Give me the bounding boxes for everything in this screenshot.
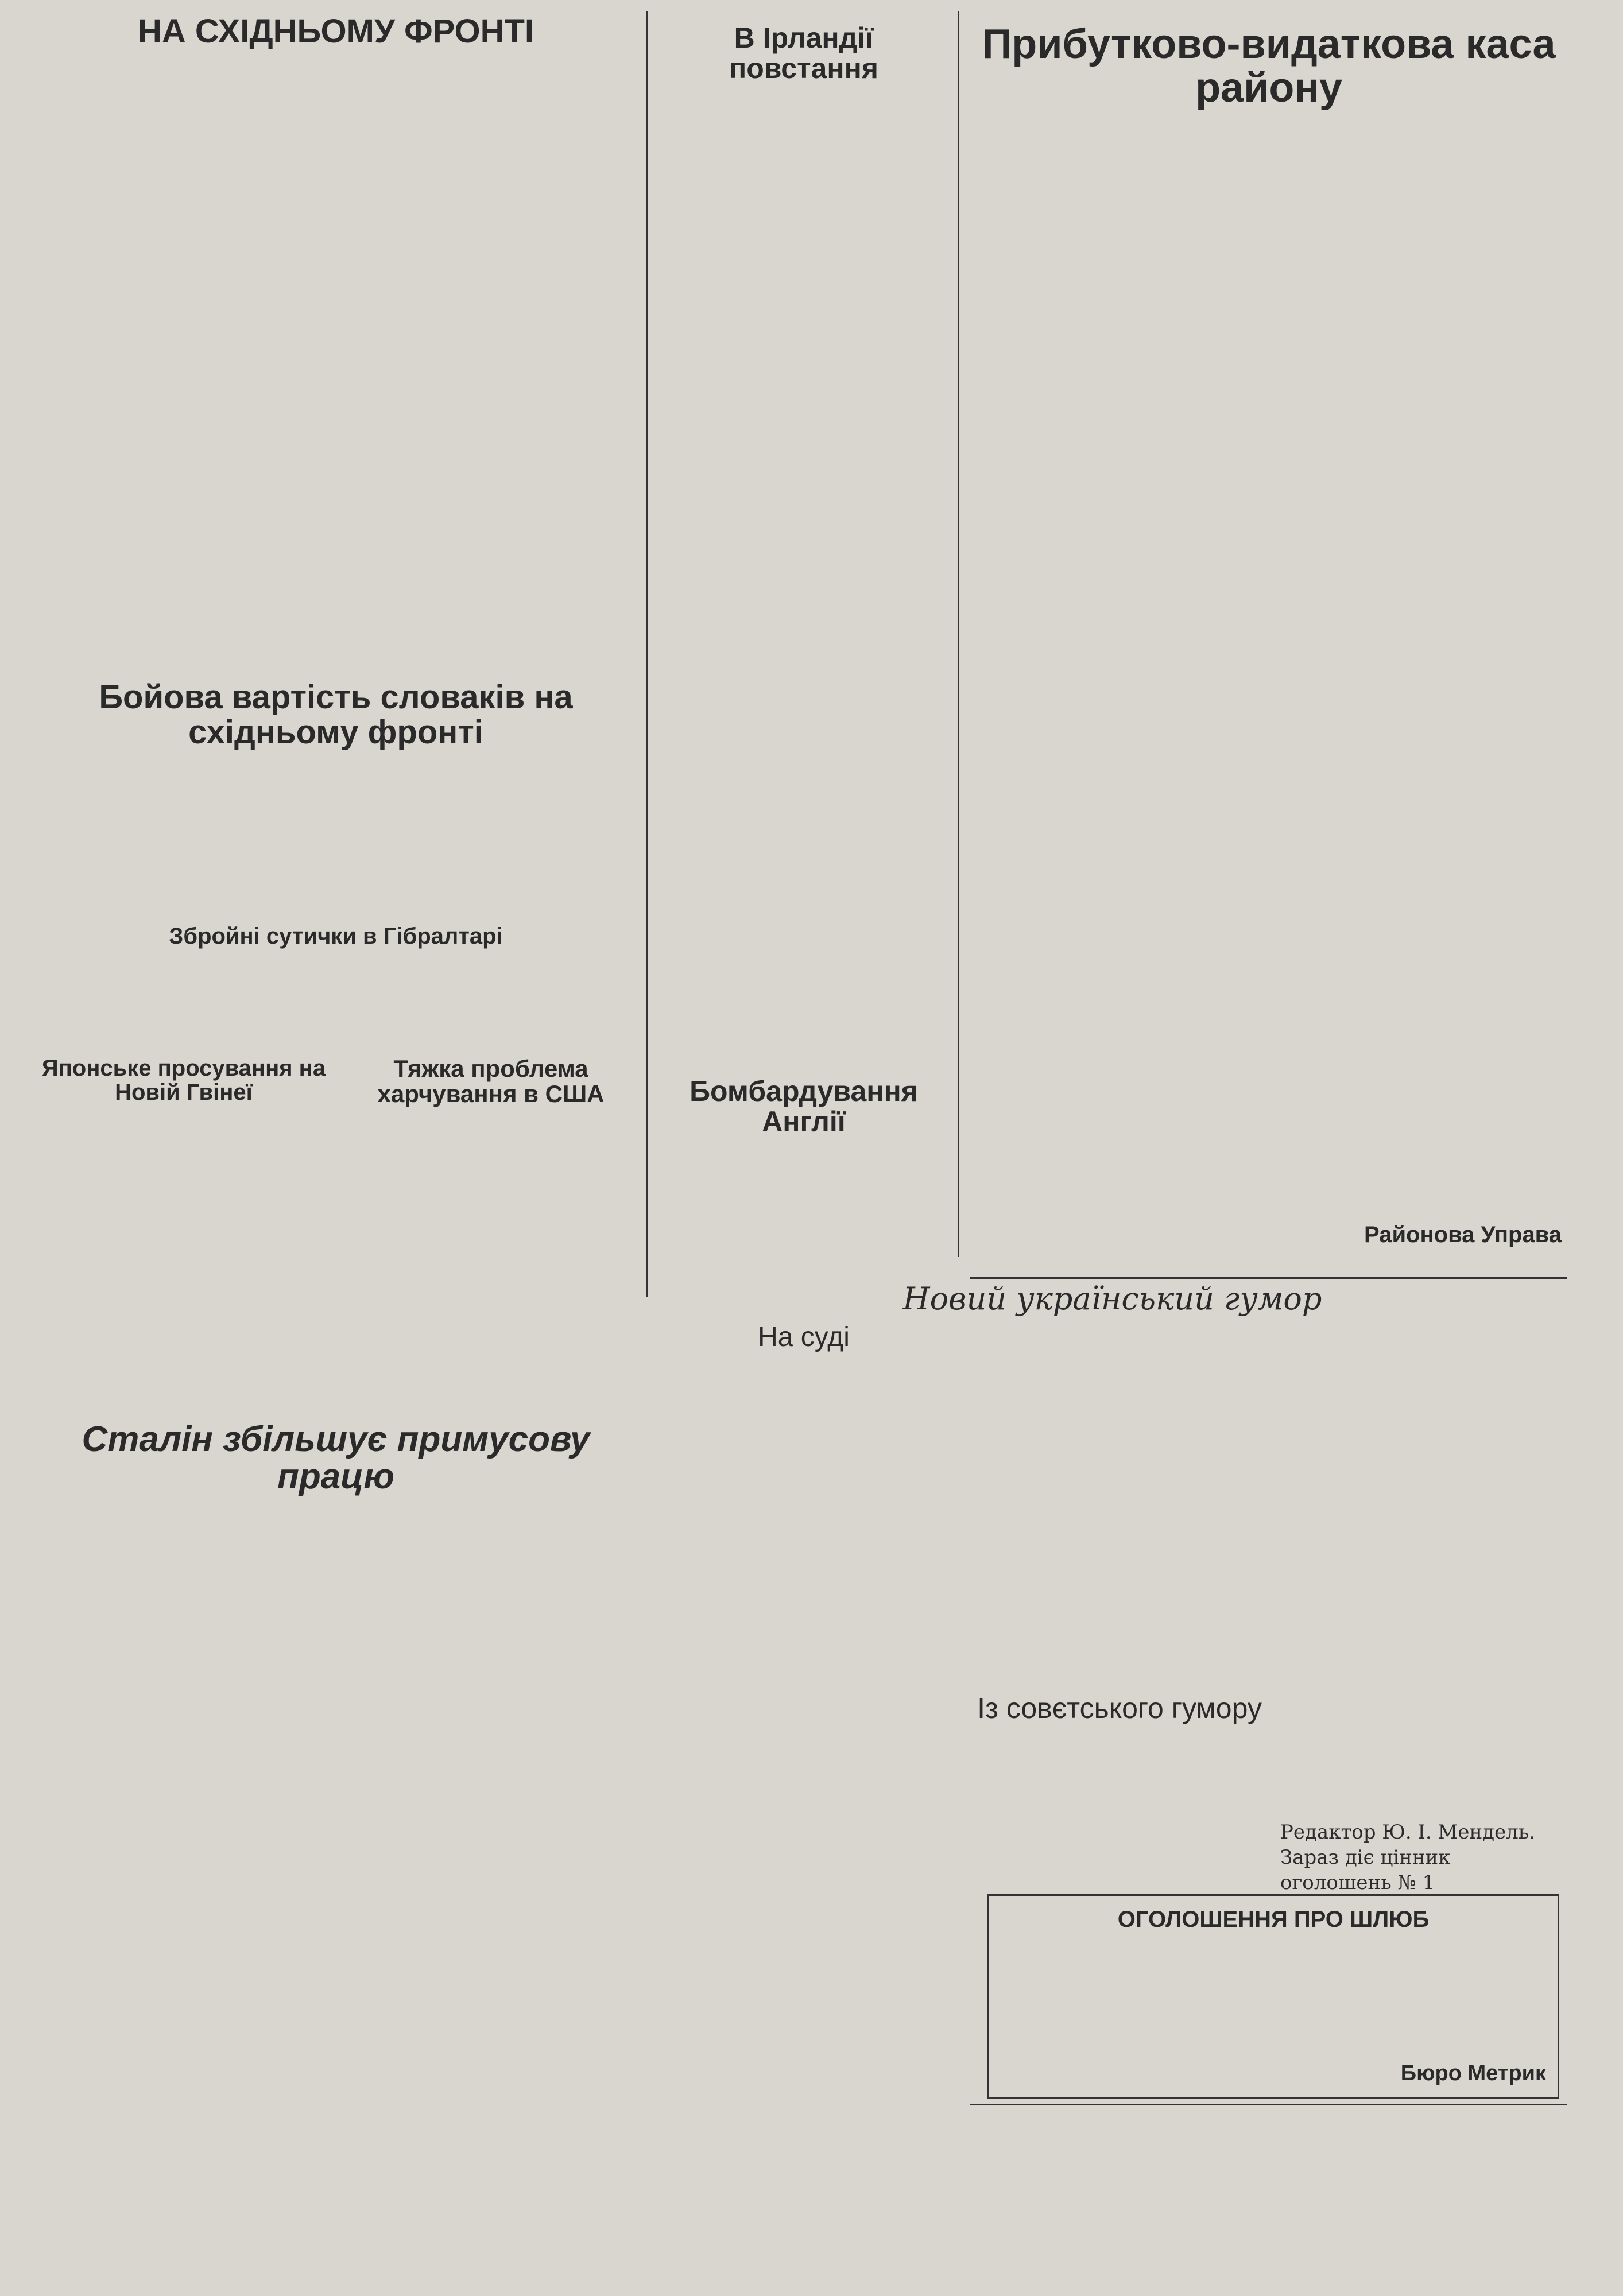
article-gibraltar-body [34, 964, 637, 1039]
article-eastern-front-body [34, 69, 637, 660]
article-humor-col3-body [1280, 1323, 1567, 1794]
headline-japan: Японське просування на Новій Гвінеї [41, 1056, 326, 1105]
column-rule [646, 11, 648, 1297]
marriage-ad-2 [1279, 1948, 1546, 2057]
headline-gibraltar: Збройні сутички в Гібралтарі [169, 924, 503, 949]
marriage-ad-1 [1001, 1948, 1270, 2085]
section-rule [970, 2104, 1567, 2105]
headline-ireland: В Ірландії повстання [729, 22, 878, 84]
marriage-ads-box [987, 1894, 1559, 2099]
headline-court: На суді [758, 1322, 850, 1352]
article-humor-col2-body [970, 1323, 1269, 1679]
headline-soviet-humor: Із совєтського гумору [977, 1692, 1262, 1724]
signature-bureau: Бюро Метрик [1400, 2061, 1546, 2085]
headline-humor: Новий український гумор [902, 1281, 1322, 1317]
headline-stalin: Сталін збільшує примусову працю [82, 1420, 590, 1497]
column-rule [958, 11, 959, 1257]
section-rule [970, 1277, 1567, 1279]
signature-district-admin: Районова Управа [1364, 1222, 1562, 1247]
editor-line: Редактор Ю. І. Мендель. Зараз діє цінник оголошень № 1 [1280, 1821, 1536, 1895]
lost-notice [970, 2112, 1567, 2221]
headline-usa-food: Тяжка проблема харчування в США [377, 1055, 605, 1108]
article-soviet-humor-body [970, 1768, 1269, 1894]
article-slovaks-body [34, 763, 637, 907]
headline-marriage-ads: ОГОЛОШЕННЯ ПРО ШЛЮБ [1117, 1907, 1430, 1932]
article-usa-food-body [344, 1125, 637, 1395]
article-cash-office-body [970, 121, 1567, 1211]
article-ireland-body [657, 75, 950, 1050]
article-court-body [657, 1363, 950, 2270]
headline-slovaks: Бойова вартість словаків на східньому фронті [99, 678, 573, 751]
article-bombing-body [657, 1165, 950, 1263]
article-japan-body [34, 1125, 333, 1395]
headline-eastern-front: НА СХІДНЬОМУ ФРОНТІ [137, 13, 534, 50]
article-stalin-body [34, 1478, 637, 2270]
headline-bombing: Бомбардування Англії [690, 1075, 918, 1138]
headline-cash-office: Прибутково-видаткова каса району [982, 21, 1556, 111]
